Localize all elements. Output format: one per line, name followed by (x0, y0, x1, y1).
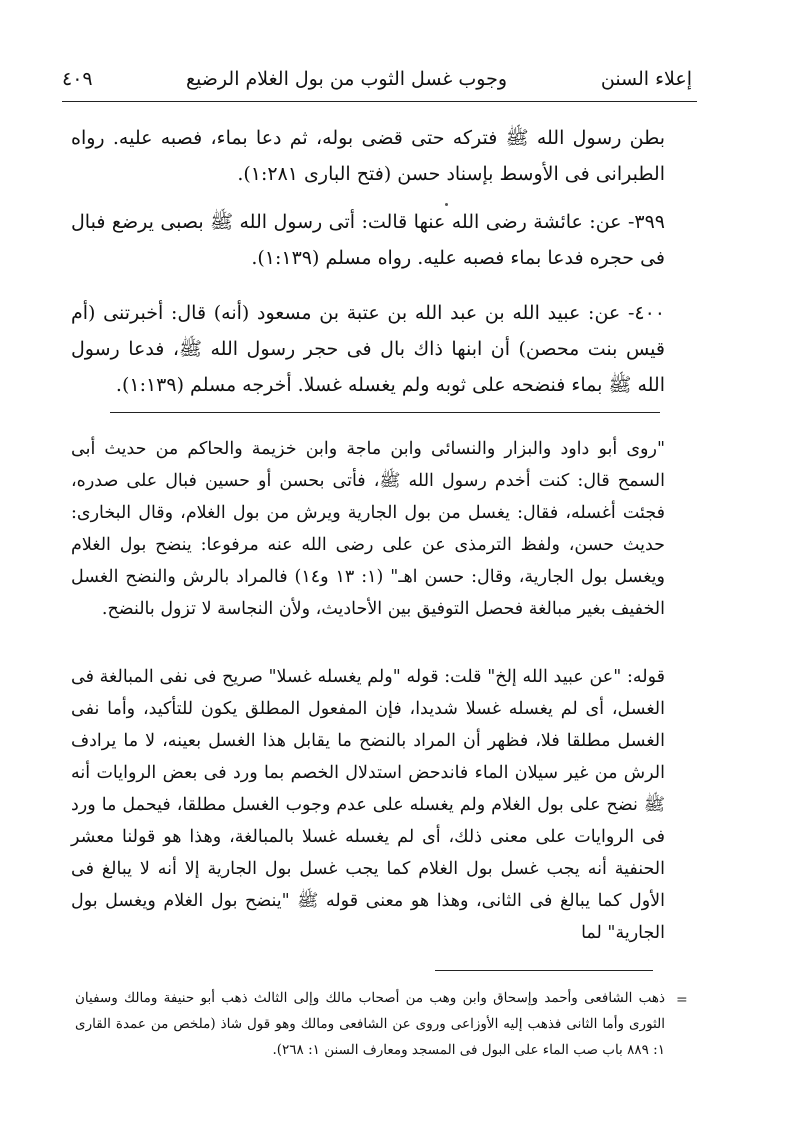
footnote-text: ذهب الشافعى وأحمد وإسحاق وابن وهب من أصحاب مالك وإلى الثالث ذهب أبو حنيفة ومالك وسفيان الثورى وأما الثانى فذهب إليه الأوزاعى وروى عن الشافعى ومالك وهو قول شاذ (ملخص من عمدة القارى ١: ٨٨٩ باب صب الماء على البول فى المسجد ومعارف السنن ١: ٢٦٨). (75, 990, 665, 1058)
commentary-paragraph-2: قوله: "عن عبيد الله إلخ" قلت: قوله "ولم يغسله غسلا" صريح فى نفى المبالغة فى الغسل، أى لم يغسله غسلا شديدا، فإن المفعول المطلق يكون للتأكيد، وأما نفى الغسل مطلقا فلا، فظهر أن المراد بالنضح ما يقابل هذا الغسل بعينه، لا ما يرادف الرش من غير سيلان الماء فاندحض استدلال الخصم بما ورد فى بعض الروايات أنه ﷺ نضح على بول الغلام ولم يغسله على عدم وجوب الغسل مطلقا، فيحمل ما ورد فى الروايات على معنى ذلك، أى لم يغسله غسلا بالمبالغة، وهذا هو قولنا معشر الحنفية أنه يجب غسل بول الغلام كما يجب غسل بول الجارية إلا أنه لا يبالغ فى الأول كما يبالغ فى الثانى، وهذا هو معنى قوله ﷺ "ينضح بول الغلام ويغسل بول الجارية" لما (71, 667, 665, 943)
header-divider (62, 101, 697, 102)
hadith-continuation: بطن رسول الله ﷺ فتركه حتى قضى بوله، ثم دعا بماء، فصبه عليه. رواه الطبرانى فى الأوسط بإسناد حسن (فتح البارى ١:٢٨١). (71, 127, 665, 185)
hadith-399: ٣٩٩- عن: عائشة رضى الله عنها قالت: أتى رسول الله ﷺ بصبى يرضع فبال فى حجره فدعا بماء فصبه عليه. رواه مسلم (١:١٣٩). (71, 211, 665, 269)
footnote-divider (435, 970, 653, 971)
book-title: إعلاء السنن (600, 68, 692, 90)
running-header (62, 60, 692, 100)
section-divider (110, 412, 660, 413)
page-number: ٤٠٩ (62, 68, 93, 90)
hadith-400: ٤٠٠- عن: عبيد الله بن عبد الله بن عتبة بن مسعود (أنه) قال: أخبرتنى (أم قيس بنت محصن) أن ابنها ذاك بال فى حجر رسول الله ﷺ، فدعا رسول الله ﷺ بماء فنضحه على ثوبه ولم يغسله غسلا. أخرجه مسلم (١:١٣٩). (71, 302, 665, 396)
margin-mark: = (676, 992, 688, 1008)
chapter-title: وجوب غسل الثوب من بول الغلام الرضيع (185, 68, 507, 90)
commentary-paragraph-1: "روى أبو داود والبزار والنسائى وابن ماجة وابن خزيمة والحاكم من حديث أبى السمح قال: كنت أخدم رسول الله ﷺ، فأتى بحسن أو حسين فبال على صدره، فجئت أغسله، فقال: يغسل من بول الجارية ويرش من بول الغلام، وقال البخارى: حديث حسن، ولفظ الترمذى عن على رضى الله عنه مرفوعا: ينضح بول الغلام ويغسل بول الجارية، وقال: حسن اهـ" (١: ١٣ و١٤) فالمراد بالرش والنضح الغسل الخفيف بغير مبالغة فحصل التوفيق بين الأحاديث، ولأن النجاسة لا تزول بالنضح. (71, 439, 665, 619)
